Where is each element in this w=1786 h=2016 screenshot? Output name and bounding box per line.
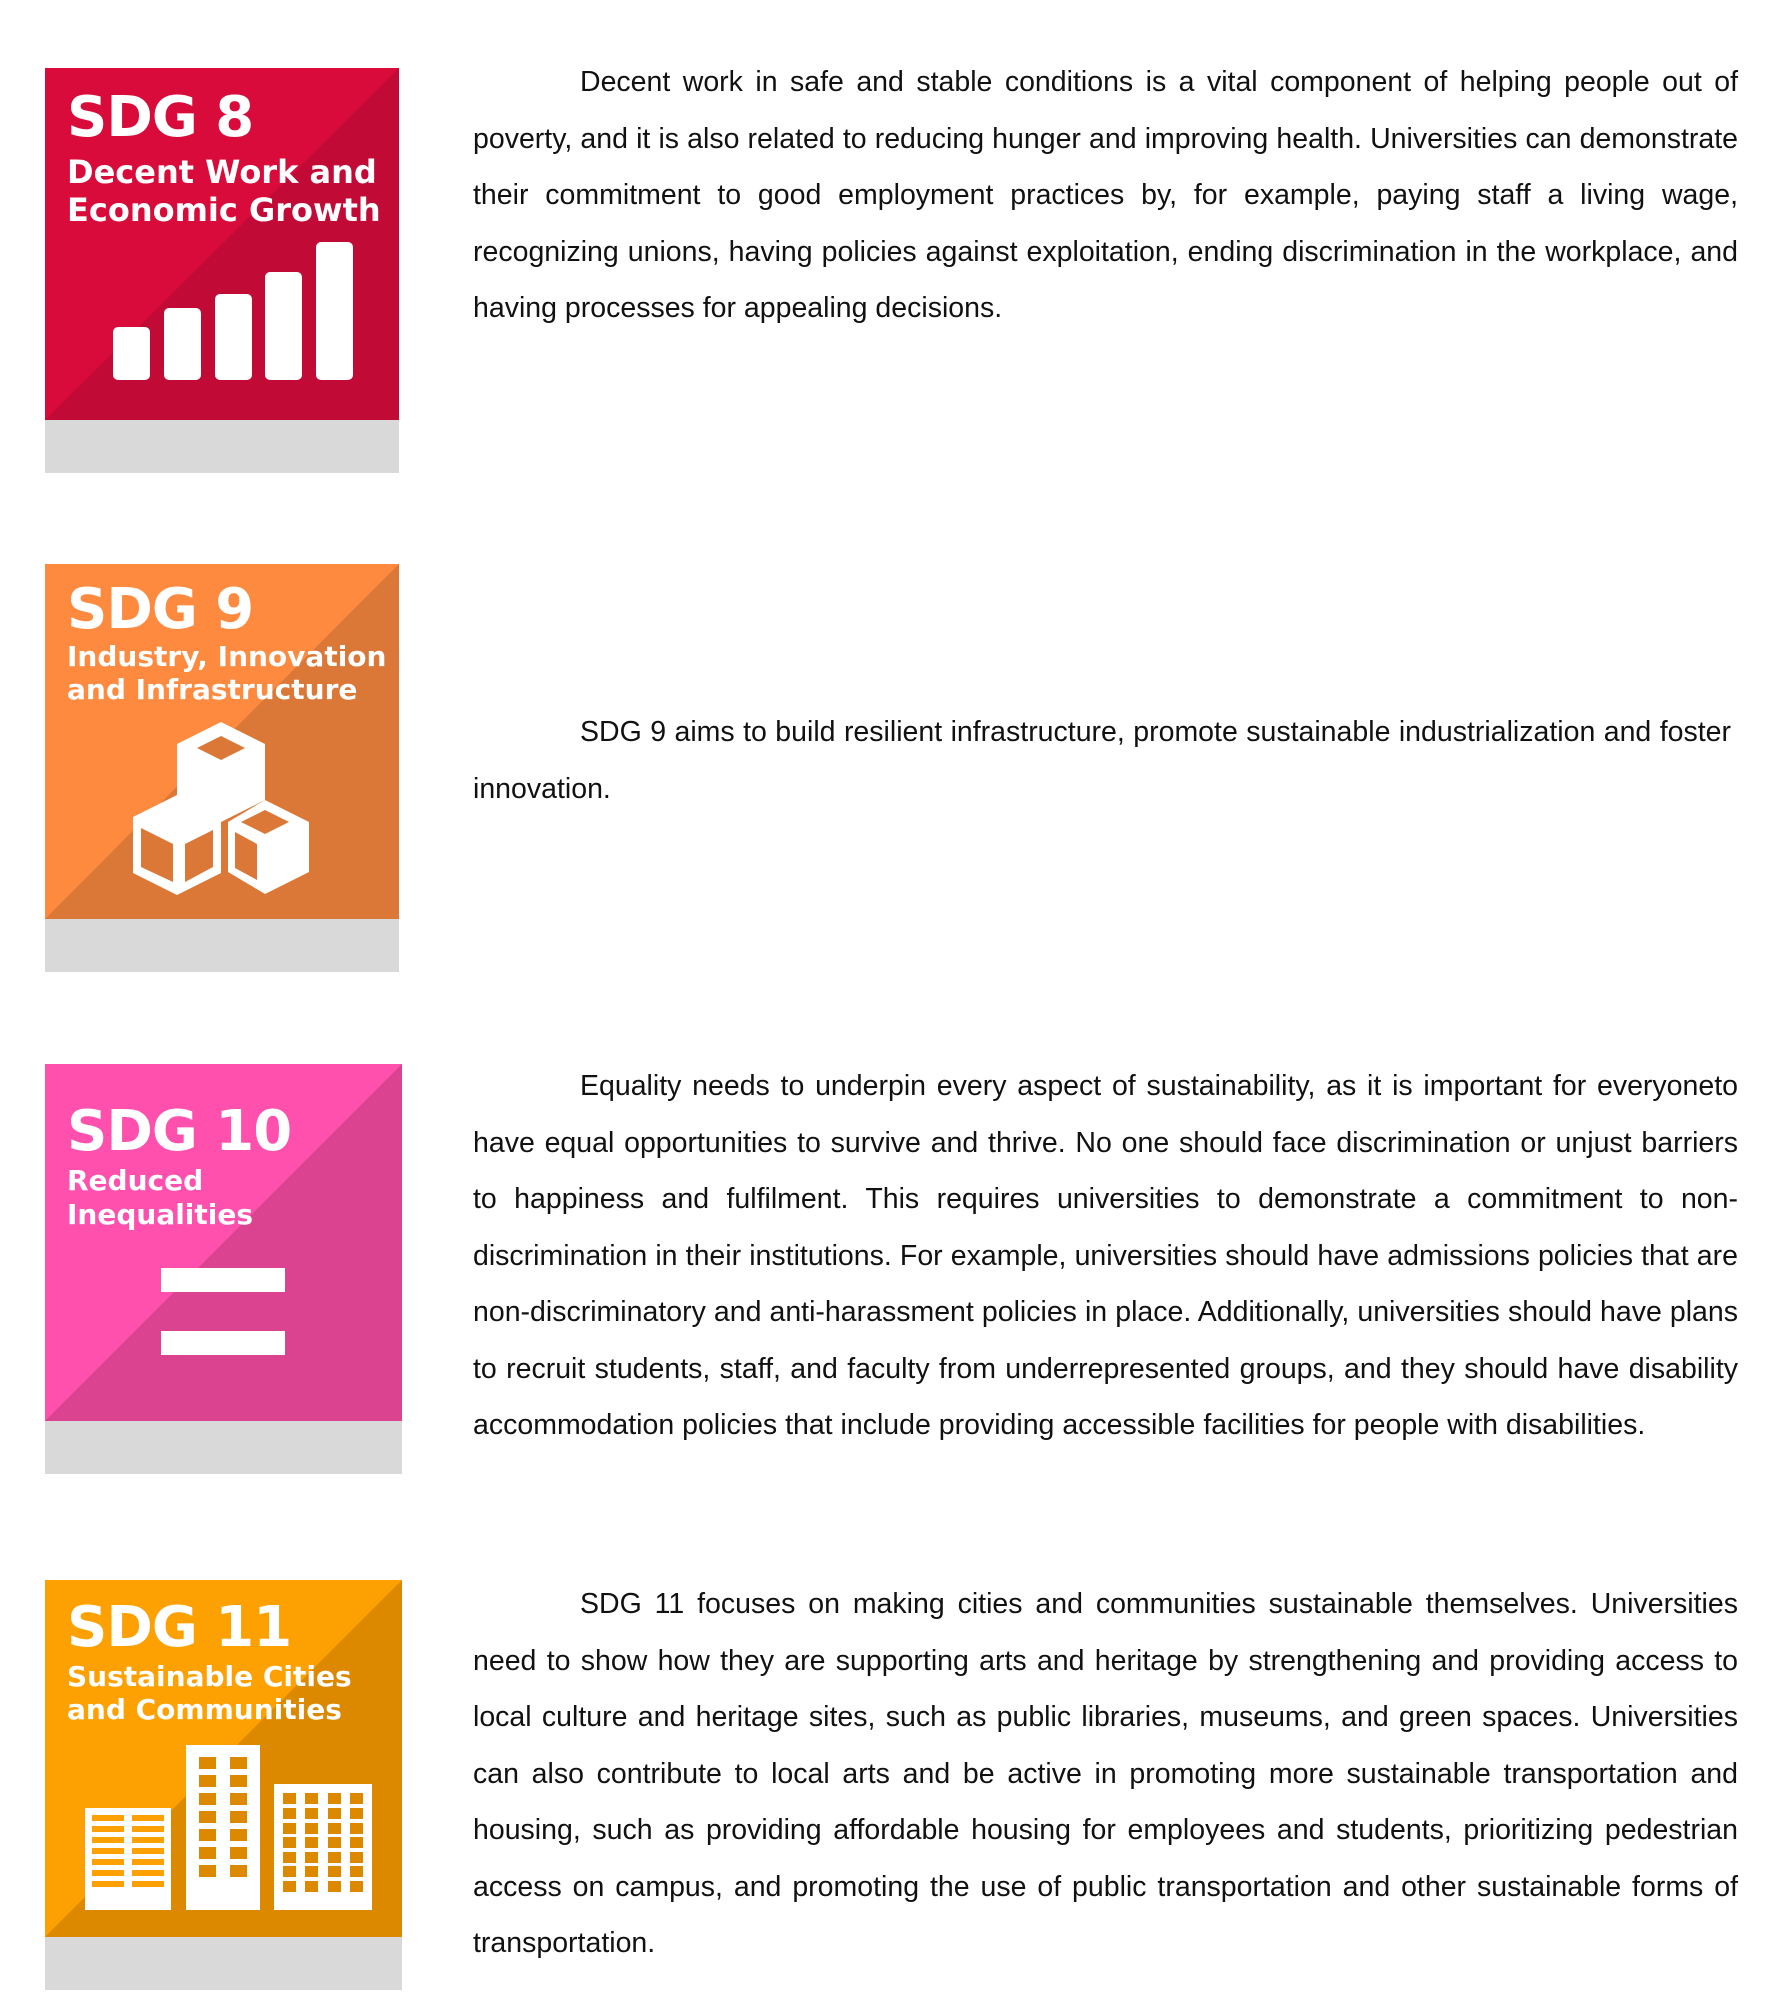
tile-footer-band [45, 1937, 402, 1990]
stacked-cubes-icon [133, 722, 313, 897]
equals-sign-icon [161, 1268, 285, 1356]
sdg-name-line: Decent Work and [67, 153, 377, 191]
bar-chart-growth-icon [98, 242, 358, 392]
sdg-9-tile-face [45, 564, 399, 919]
sdg-name-line: Sustainable Cities [67, 1660, 352, 1693]
sdg-number: SDG 9 [67, 577, 254, 642]
sdg-name-line: Economic Growth [67, 190, 381, 229]
sdg-name [67, 1164, 253, 1231]
sdg-10-tile-face [45, 1064, 402, 1421]
sdg-name [67, 640, 386, 706]
sdg-8-description [473, 54, 1738, 337]
tile-footer-band [45, 919, 399, 972]
city-buildings-icon [85, 1745, 375, 1910]
description-text: SDG 11 focuses on making cities and communities sustainable themselves. Universities need to show how they are supporting arts and heritage by strengthening and providing access to local culture and heritage sites, such as public libraries, museums, and green spaces. Universities can also contribute to local arts and be active in promoting more sustainable transportation and housing, such as providing affordable housing for employees and students, prioritizing pedestrian access on campus, and promoting the use of public transportation and other sustainable forms of transportation. [473, 1588, 1738, 1959]
sdg-11-tile [45, 1580, 402, 1990]
tile-footer-band [45, 1421, 402, 1474]
sdg-9-description [473, 704, 1731, 817]
sdg-number: SDG 11 [67, 1595, 292, 1660]
sdg-9-tile [45, 564, 399, 972]
sdg-number: SDG 8 [67, 85, 254, 150]
sdg-10-description [473, 1058, 1738, 1454]
description-text: Decent work in safe and stable conditions is a vital component of helping people out of poverty, and it is also related to reducing hunger and improving health. Universities can demonstrate their commitment to good employment practices by, for example, paying staff a living wage, recognizing unions, having policies against exploitation, ending discrimination in the workplace, and having processes for appealing decisions. [473, 66, 1738, 324]
sdg-name-line: Industry, Innovation [67, 640, 387, 673]
description-text: SDG 9 aims to build resilient infrastructure, promote sustainable industrialization and foster innovation. [473, 716, 1731, 805]
sdg-name-line: Reduced [67, 1164, 204, 1197]
sdg-name-line: Inequalities [67, 1197, 254, 1231]
sdg-number: SDG 10 [67, 1099, 292, 1164]
sdg-11-tile-face [45, 1580, 402, 1937]
sdg-name [67, 1660, 352, 1726]
sdg-8-tile-face [45, 68, 399, 420]
description-text: Equality needs to underpin every aspect of sustainability, as it is important for everyoneto have equal opportunities to survive and thrive. No one should face discrimination or unjust barriers to happiness and fulfilment. This requires universities to demonstrate a commitment to non-discrimination in their institutions. For example, universities should have admissions policies that are non-discriminatory and anti-harassment policies in place. Additionally, universities should have plans to recruit students, staff, and faculty from underrepresented groups, and they should have disability accommodation policies that include providing accessible facilities for people with disabilities. [473, 1070, 1738, 1441]
sdg-name-line: and Infrastructure [67, 673, 358, 707]
tile-footer-band [45, 420, 399, 473]
sdg-name [67, 154, 381, 230]
sdg-8-tile [45, 68, 399, 473]
sdg-name-line: and Communities [67, 1693, 342, 1727]
sdg-10-tile [45, 1064, 402, 1475]
sdg-11-description [473, 1576, 1738, 1972]
